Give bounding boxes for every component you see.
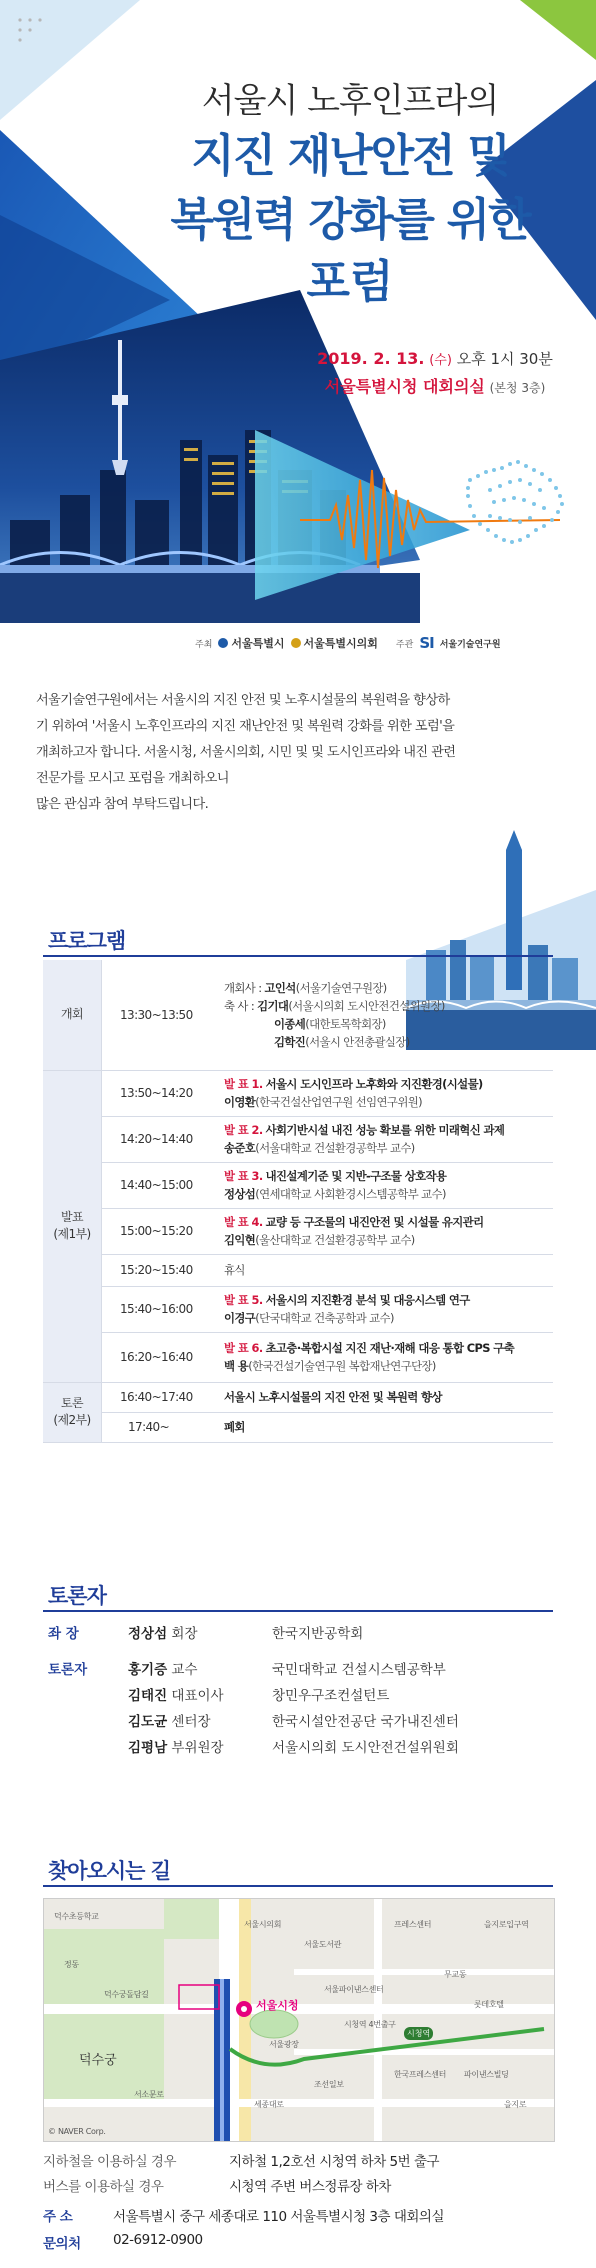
map-label: 서울도서관 — [304, 1940, 342, 1949]
directions-divider — [43, 1885, 553, 1887]
subway-value: 지하철 1,2호선 시청역 하차 5번 출구 — [229, 2154, 440, 2170]
panelist-entry — [128, 1658, 198, 1678]
chair-org: 한국지반공학회 — [272, 1626, 364, 1642]
category-label: 토론 — [61, 1396, 83, 1410]
host-seoul-council — [291, 635, 378, 651]
table-row — [43, 1208, 553, 1254]
time-cell: 17:40~ — [102, 1412, 221, 1442]
session-tag: 발 표 5. — [224, 1293, 263, 1307]
seoul-council-logo-icon — [291, 638, 301, 648]
speaker-org: (서울대학교 건설환경공학부 교수) — [255, 1141, 415, 1155]
panelist-position: 센터장 — [167, 1714, 211, 1730]
map-label: 조선일보 — [314, 2080, 344, 2089]
table-row — [43, 1116, 553, 1162]
map-label: 정동 — [64, 1960, 79, 1969]
opening-details — [220, 960, 553, 1070]
congrats-name: 김기대 — [257, 998, 289, 1013]
map-label: 덕수초등학교 — [54, 1912, 99, 1921]
chair-entry — [128, 1622, 198, 1642]
organizer-logo: SI — [419, 634, 434, 652]
venue-name: 서울특별시청 대회의실 — [324, 377, 485, 396]
category-label: 발표 — [61, 1210, 83, 1224]
time-cell: 15:20~15:40 — [102, 1254, 221, 1286]
event-venue — [300, 374, 570, 397]
title-line-1: 서울시 노후인프라의 — [201, 81, 499, 121]
session-tag: 발 표 4. — [224, 1215, 263, 1229]
congrats-label: 축 사 : — [224, 998, 258, 1013]
table-row — [43, 1286, 553, 1332]
panelist-name: 김평남 — [128, 1740, 168, 1756]
seoul-city-logo-icon — [218, 638, 228, 648]
title-line-4: 포럼 — [306, 255, 394, 308]
chair-role: 좌 장 — [48, 1626, 79, 1642]
table-row — [43, 1412, 553, 1442]
map-label: 서울파이낸스센터 — [324, 1985, 384, 1994]
congrats-name: 김학진 — [274, 1034, 306, 1049]
event-datetime — [300, 348, 570, 369]
speaker-name: 정상섬 — [224, 1187, 256, 1201]
session-topic: 서울시의 지진환경 분석 및 대응시스템 연구 — [265, 1293, 470, 1307]
session-topic: 교량 등 구조물의 내진안전 및 시설물 유지관리 — [265, 1215, 484, 1229]
map-label-deoksugung: 덕수궁 — [79, 2053, 117, 2068]
title-line-2: 지진 재난안전 및 — [191, 129, 509, 182]
session-tag: 발 표 3. — [224, 1169, 263, 1183]
speaker-name: 김익현 — [224, 1233, 256, 1247]
map-label: 서울시의회 — [244, 1920, 282, 1929]
program-title: 프로그램 — [48, 929, 126, 953]
contact-value[interactable]: 02-6912-0900 — [113, 2232, 203, 2248]
session-topic: 내진설계기준 및 지반-구조물 상호작용 — [265, 1169, 447, 1183]
speaker-org: (연세대학교 사회환경시스템공학부 교수) — [255, 1187, 446, 1201]
session-tag: 발 표 2. — [224, 1123, 263, 1137]
intro-line: 많은 관심과 참여 부탁드립니다. — [36, 797, 209, 812]
address-label: 주 소 — [43, 2209, 73, 2225]
panelist-position: 부위원장 — [167, 1740, 224, 1756]
time-cell: 15:00~15:20 — [102, 1208, 221, 1254]
table-row — [43, 960, 553, 1070]
closing-cell: 폐회 — [220, 1412, 553, 1442]
session-details — [220, 1162, 553, 1208]
address-info — [43, 2205, 553, 2225]
forum-title — [140, 78, 560, 312]
map-label: 프레스센터 — [394, 1920, 432, 1929]
time-cell: 16:20~16:40 — [102, 1332, 221, 1382]
panelist-org: 한국시설안전공단 국가내진센터 — [272, 1714, 459, 1730]
table-row — [43, 1332, 553, 1382]
speaker-org: (한국건설기술연구원 복합재난연구단장) — [248, 1359, 436, 1373]
intro-line: 전문가를 모시고 포럼을 개최하오니 — [36, 771, 229, 786]
speaker-name: 이경구 — [224, 1311, 256, 1325]
title-line-3: 복원력 강화를 위한 — [170, 193, 530, 246]
map-label: 을지로 — [504, 2100, 527, 2109]
table-row — [43, 1254, 553, 1286]
discussion-topic: 서울시 노후시설물의 지진 안전 및 복원력 향상 — [220, 1382, 553, 1412]
host-seoul-city — [218, 635, 284, 651]
sponsors-bar — [195, 633, 585, 652]
host-label: 주최 — [195, 639, 213, 650]
category-cell-presentation — [43, 1070, 102, 1382]
panelist-org: 서울시의회 도시안전건설위원회 — [272, 1740, 459, 1756]
speaker-org: (울산대학교 건설환경공학부 교수) — [255, 1233, 415, 1247]
event-time: 오후 1시 30분 — [456, 350, 553, 368]
session-details — [220, 1332, 553, 1382]
opening-host-org: (서울기술연구원장) — [295, 980, 387, 995]
chair-position: 회장 — [167, 1626, 198, 1642]
organizer-name: 서울기술연구원 — [439, 639, 501, 650]
bus-info — [43, 2175, 553, 2195]
organizer-label: 주관 — [395, 639, 414, 650]
panelist-position: 교수 — [167, 1662, 198, 1678]
contact-info — [43, 2232, 553, 2252]
panelist-position: 대표이사 — [167, 1688, 224, 1704]
table-row — [43, 1070, 553, 1116]
category-cell: 개회 — [43, 960, 102, 1070]
congrats-org: (서울시의회 도시안전건설위원장) — [288, 998, 445, 1013]
venue-floor: (본청 3층) — [489, 381, 546, 395]
bus-label: 버스를 이용하실 경우 — [43, 2179, 164, 2195]
program-table — [43, 960, 553, 1443]
session-topic: 사회기반시설 내진 성능 확보를 위한 미래혁신 과제 — [265, 1123, 505, 1137]
map-label: 파이낸스빌딩 — [464, 2070, 509, 2079]
congrats-org: (대한토목학회장) — [305, 1016, 386, 1031]
bus-value: 시청역 주변 버스정류장 하차 — [229, 2179, 391, 2195]
map-station-label: 시청역 — [404, 2027, 433, 2040]
map-label: 서울광장 — [269, 2040, 299, 2049]
speaker-name: 이영환 — [224, 1095, 256, 1109]
panelist-org: 국민대학교 건설시스템공학부 — [272, 1662, 446, 1678]
map-label: 세종대로 — [254, 2100, 284, 2109]
category-sublabel: (제2부) — [53, 1413, 91, 1427]
map-label: 을지로입구역 — [484, 1920, 529, 1929]
intro-line: 서울기술연구원에서는 서울시의 지진 안전 및 노후시설물의 복원력을 향상하 — [36, 693, 450, 708]
break-cell: 휴식 — [220, 1254, 553, 1286]
map-label-city-hall: 서울시청 — [256, 1999, 299, 2012]
panel-divider — [43, 1610, 553, 1612]
hero-section — [0, 0, 596, 652]
speaker-org: (단국대학교 건축공학과 교수) — [255, 1311, 394, 1325]
intro-text — [36, 688, 564, 818]
congrats-org: (서울시 안전총괄실장) — [305, 1034, 410, 1049]
speaker-name: 송준호 — [224, 1141, 256, 1155]
host-seoul-city-name: 서울특별시 — [231, 637, 285, 650]
panelist-entry — [128, 1736, 224, 1756]
panel-title: 토론자 — [48, 1584, 106, 1608]
intro-line: 기 위하여 '서울시 노후인프라의 지진 재난안전 및 복원력 강화를 위한 포럼'을 — [36, 719, 455, 734]
speaker-name: 백 용 — [224, 1359, 249, 1373]
directions-title: 찾아오시는 길 — [48, 1859, 171, 1883]
table-row — [43, 1162, 553, 1208]
map-label: 무교동 — [444, 1970, 467, 1979]
contact-label: 문의처 — [43, 2236, 81, 2252]
subway-label: 지하철을 이용하실 경우 — [43, 2154, 176, 2170]
map-credit: © NAVER Corp. — [48, 2127, 106, 2136]
speaker-org: (한국건설산업연구원 선임연구위원) — [255, 1095, 422, 1109]
intro-line: 개최하고자 합니다. 서울시청, 서울시의회, 시민 및 및 도시인프라와 내진 관련 — [36, 745, 456, 760]
time-cell: 13:30~13:50 — [102, 960, 221, 1070]
address-value: 서울특별시 중구 세종대로 110 서울특별시청 3층 대회의실 — [113, 2209, 445, 2225]
table-row — [43, 1382, 553, 1412]
time-cell: 14:40~15:00 — [102, 1162, 221, 1208]
event-day: (수) — [429, 353, 452, 368]
panelist-name: 김도균 — [128, 1714, 168, 1730]
session-tag: 발 표 6. — [224, 1341, 263, 1355]
category-sublabel: (제1부) — [53, 1227, 91, 1241]
session-topic: 서울시 도시인프라 노후화와 지진환경(시설물) — [265, 1077, 483, 1091]
program-divider — [43, 955, 553, 957]
session-tag: 발 표 1. — [224, 1077, 263, 1091]
subway-info — [43, 2150, 553, 2170]
panelist-name: 김태진 — [128, 1688, 168, 1704]
event-date: 2019. 2. 13. — [317, 349, 425, 368]
session-details — [220, 1208, 553, 1254]
map-graphic — [44, 1899, 554, 2141]
map-label: 한국프레스센터 — [394, 2070, 446, 2079]
session-details — [220, 1286, 553, 1332]
location-map[interactable] — [43, 1898, 555, 2142]
map-label: 롯데호텔 — [474, 2000, 504, 2009]
session-topic: 초고층·복합시설 지진 재난·재해 대응 통합 CPS 구축 — [265, 1341, 515, 1355]
map-label: 덕수궁돌담길 — [104, 1990, 149, 1999]
chair-name: 정상섬 — [128, 1626, 168, 1642]
panelist-role: 토론자 — [48, 1662, 88, 1678]
category-cell-discussion — [43, 1382, 102, 1442]
host-seoul-council-name: 서울특별시의회 — [303, 637, 378, 650]
map-label: 시청역 4번출구 — [344, 2020, 396, 2029]
panelist-org: 창민우구조컨설턴트 — [272, 1688, 390, 1704]
time-cell: 13:50~14:20 — [102, 1070, 221, 1116]
opening-host-label: 개회사 : — [224, 980, 265, 995]
congrats-name: 이종세 — [274, 1016, 306, 1031]
session-details — [220, 1116, 553, 1162]
opening-host-name: 고인석 — [264, 980, 296, 995]
panelist-name: 홍기증 — [128, 1662, 168, 1678]
time-cell: 15:40~16:00 — [102, 1286, 221, 1332]
panelist-entry — [128, 1684, 224, 1704]
session-details — [220, 1070, 553, 1116]
time-cell: 16:40~17:40 — [102, 1382, 221, 1412]
map-label: 서소문로 — [134, 2090, 164, 2099]
time-cell: 14:20~14:40 — [102, 1116, 221, 1162]
panelist-entry — [128, 1710, 211, 1730]
